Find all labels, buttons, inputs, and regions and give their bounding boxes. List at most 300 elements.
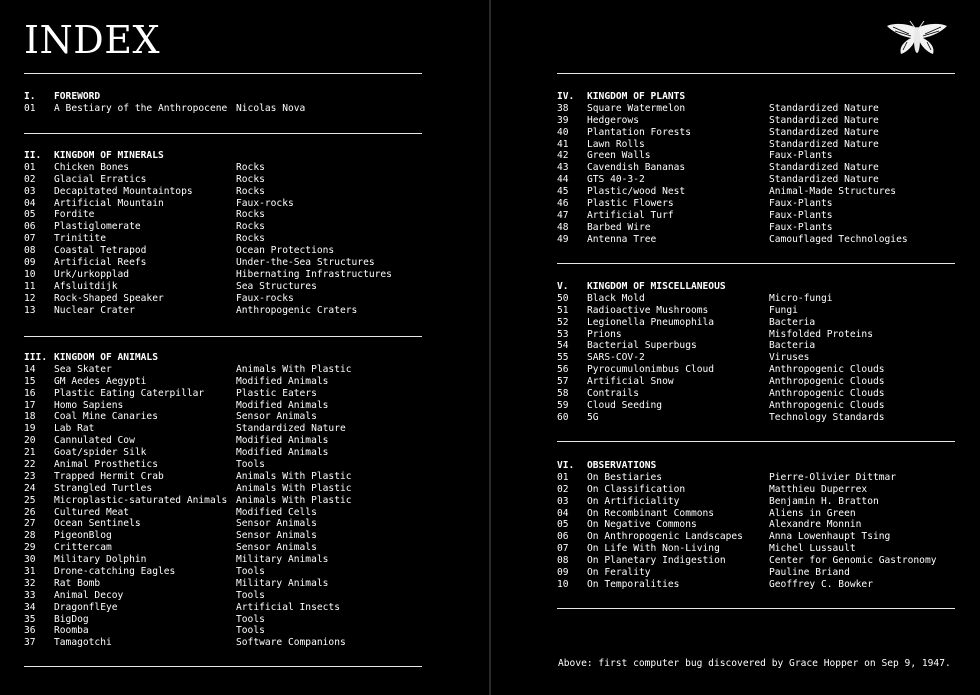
entry-name: Cannulated Cow (54, 435, 135, 447)
divider (557, 73, 955, 74)
entry-name: Urk/urkopplad (54, 268, 130, 280)
index-entry (557, 293, 977, 305)
entry-number: 35 (24, 613, 36, 625)
entry-number: 01 (24, 102, 36, 114)
entry-number: 05 (557, 519, 569, 531)
index-entry (557, 174, 977, 186)
index-entry (24, 245, 464, 257)
entry-name: Nuclear Crater (54, 304, 135, 316)
entry-number: 04 (557, 507, 569, 519)
entry-name: Bacterial Superbugs (587, 340, 697, 352)
entry-category: Anthropogenic Clouds (769, 399, 885, 411)
entry-name: PigeonBlog (54, 530, 112, 542)
entry-number: 18 (24, 411, 36, 423)
index-entry (24, 423, 464, 435)
entry-category: Animal-Made Structures (769, 186, 897, 198)
index-entry (24, 625, 464, 637)
entry-category: Tools (236, 566, 265, 578)
entry-number: 34 (24, 601, 36, 613)
index-entry (557, 531, 977, 543)
entry-category: Anthropogenic Clouds (769, 376, 885, 388)
entry-name: Trapped Hermit Crab (54, 470, 164, 482)
entry-name: Rock-Shaped Speaker (54, 292, 164, 304)
entry-number: 26 (24, 506, 36, 518)
index-entry (24, 602, 464, 614)
divider (24, 73, 422, 74)
entry-name: Drone-catching Eagles (54, 566, 176, 578)
entry-category: Alexandre Monnin (769, 519, 862, 531)
index-entry (24, 221, 464, 233)
index-entry (557, 186, 977, 198)
entry-number: 15 (24, 375, 36, 387)
index-entry (24, 162, 464, 174)
entry-number: 01 (557, 471, 569, 483)
section-heading (24, 352, 464, 364)
entry-category: Center for Genomic Gastronomy (769, 555, 937, 567)
entry-name: On Anthropogenic Landscapes (587, 531, 743, 543)
section-title: KINGDOM OF PLANTS (587, 91, 686, 102)
entry-category: Ocean Protections (236, 245, 335, 257)
entry-number: 17 (24, 399, 36, 411)
entry-category: Sensor Animals (236, 518, 317, 530)
entry-name: Homo Sapiens (54, 399, 124, 411)
entry-name: Crittercam (54, 542, 112, 554)
index-entry (557, 352, 977, 364)
entry-name: Pyrocumulonimbus Cloud (587, 364, 715, 376)
entry-name: Legionella Pneumophila (587, 316, 715, 328)
entry-category: Tools (236, 625, 265, 637)
entry-name: On Artificiality (587, 495, 680, 507)
entry-category: Standardized Nature (769, 126, 879, 138)
entry-number: 09 (24, 257, 36, 269)
index-entry (24, 281, 464, 293)
entry-category: Military Animals (236, 554, 329, 566)
divider (557, 263, 955, 264)
entry-name: Fordite (54, 209, 95, 221)
index-entry (557, 222, 977, 234)
entry-category: Modified Animals (236, 447, 329, 459)
entry-category: Standardized Nature (769, 162, 879, 174)
right-page (491, 0, 980, 695)
entry-number: 13 (24, 304, 36, 316)
index-entry (557, 127, 977, 139)
entry-number: 09 (557, 567, 569, 579)
index-entry (557, 484, 977, 496)
section-title: KINGDOM OF MISCELLANEOUS (587, 281, 726, 292)
entry-number: 41 (557, 138, 569, 150)
entry-name: Military Dolphin (54, 554, 147, 566)
entry-name: Strangled Turtles (54, 482, 153, 494)
entry-category: Standardized Nature (769, 114, 879, 126)
index-entry (557, 364, 977, 376)
index-entry (557, 412, 977, 424)
entry-name: Microplastic-saturated Animals (54, 494, 228, 506)
entry-category: Standardized Nature (769, 174, 879, 186)
entry-category: Tools (236, 613, 265, 625)
entry-name: Afsluitdijk (54, 280, 118, 292)
index-entry (557, 162, 977, 174)
entry-number: 49 (557, 233, 569, 245)
entry-category: Faux-rocks (236, 292, 294, 304)
entry-number: 19 (24, 423, 36, 435)
entry-category: Tools (236, 459, 265, 471)
entry-name: Artificial Mountain (54, 197, 164, 209)
entry-name: Cultured Meat (54, 506, 130, 518)
entry-name: Animal Decoy (54, 589, 124, 601)
entry-number: 53 (557, 328, 569, 340)
entry-category: Anthropogenic Clouds (769, 364, 885, 376)
entry-number: 55 (557, 352, 569, 364)
index-entry (557, 579, 977, 591)
entry-name: DragonflEye (54, 601, 118, 613)
entry-category: Sea Structures (236, 280, 317, 292)
index-entry (24, 364, 464, 376)
entry-name: Coal Mine Canaries (54, 411, 158, 423)
index-entry (24, 447, 464, 459)
entry-name: On Recombinant Commons (587, 507, 715, 519)
index-entry (24, 257, 464, 269)
entry-category: Sensor Animals (236, 530, 317, 542)
index-entry (24, 400, 464, 412)
index-entry (557, 496, 977, 508)
entry-name: Plantation Forests (587, 126, 691, 138)
index-entry (557, 150, 977, 162)
entry-category: Micro-fungi (769, 292, 833, 304)
entry-number: 31 (24, 566, 36, 578)
entry-name: GM Aedes Aegypti (54, 375, 147, 387)
entry-number: 40 (557, 126, 569, 138)
entry-number: 43 (557, 162, 569, 174)
entry-number: 14 (24, 363, 36, 375)
entry-name: On Planetary Indigestion (587, 555, 726, 567)
entry-category: Faux-Plants (769, 198, 833, 210)
entry-category: Aliens in Green (769, 507, 856, 519)
entry-category: Modified Animals (236, 375, 329, 387)
entry-name: Artificial Snow (587, 376, 674, 388)
index-entry (24, 459, 464, 471)
entry-name: Rat Bomb (54, 577, 101, 589)
section-title: FOREWORD (54, 91, 101, 102)
entry-number: 01 (24, 161, 36, 173)
entry-name: Goat/spider Silk (54, 447, 147, 459)
entry-category: Modified Cells (236, 506, 317, 518)
page-title: INDEX (24, 18, 161, 62)
entry-name: On Temporalities (587, 578, 680, 590)
caption: Above: first computer bug discovered by Grace Hopper on Sep 9, 1947. (558, 658, 951, 669)
entry-name: Lawn Rolls (587, 138, 645, 150)
entry-name: GTS 40-3-2 (587, 174, 645, 186)
index-entry (24, 495, 464, 507)
entry-name: Artificial Turf (587, 209, 674, 221)
entry-number: 04 (24, 197, 36, 209)
entry-category: Misfolded Proteins (769, 328, 873, 340)
divider (557, 441, 955, 442)
section-heading (24, 150, 464, 162)
entry-name: Ocean Sentinels (54, 518, 141, 530)
moth-icon (885, 20, 949, 60)
section-plants (557, 91, 977, 246)
section-title: OBSERVATIONS (587, 460, 657, 471)
index-entry (24, 542, 464, 554)
section-heading (24, 91, 444, 103)
entry-name: Antenna Tree (587, 233, 657, 245)
entry-name: Sea Skater (54, 363, 112, 375)
entry-category: Bacteria (769, 340, 816, 352)
entry-number: 08 (24, 245, 36, 257)
index-entry (557, 340, 977, 352)
entry-name: Contrails (587, 388, 639, 400)
index-entry (557, 210, 977, 222)
entry-number: 51 (557, 304, 569, 316)
entry-number: 21 (24, 447, 36, 459)
entry-category: Michel Lussault (769, 543, 856, 555)
divider (24, 133, 422, 134)
index-entry (24, 530, 464, 542)
entry-category: Sensor Animals (236, 411, 317, 423)
entry-name: Barbed Wire (587, 221, 651, 233)
entry-category: Animals With Plastic (236, 494, 352, 506)
index-entry (24, 411, 464, 423)
entry-category: Faux-Plants (769, 221, 833, 233)
index-entry (24, 507, 464, 519)
entry-name: Plastic/wood Nest (587, 186, 686, 198)
index-entry (557, 508, 977, 520)
section-miscellaneous (557, 281, 977, 424)
entry-category: Military Animals (236, 577, 329, 589)
entry-category: Tools (236, 589, 265, 601)
section-number: V. (557, 281, 569, 292)
entry-number: 08 (557, 555, 569, 567)
entry-number: 47 (557, 209, 569, 221)
entry-number: 59 (557, 399, 569, 411)
entry-number: 46 (557, 198, 569, 210)
entry-number: 23 (24, 470, 36, 482)
entry-name: Radioactive Mushrooms (587, 304, 709, 316)
entry-number: 06 (557, 531, 569, 543)
entry-name: Trinitite (54, 233, 106, 245)
index-entry (24, 174, 464, 186)
entry-category: Rocks (236, 209, 265, 221)
entry-number: 11 (24, 280, 36, 292)
entry-category: Fungi (769, 304, 798, 316)
section-number: II. (24, 150, 42, 161)
entry-number: 30 (24, 554, 36, 566)
entry-number: 02 (24, 173, 36, 185)
entry-number: 10 (24, 268, 36, 280)
index-entry (24, 554, 464, 566)
entry-category: Anthropogenic Clouds (769, 388, 885, 400)
index-entry (557, 317, 977, 329)
entry-name: Lab Rat (54, 423, 95, 435)
section-heading (557, 281, 977, 293)
divider (24, 336, 422, 337)
entry-name: Prions (587, 328, 622, 340)
index-entry (24, 305, 464, 317)
entry-category: Standardized Nature (236, 423, 346, 435)
entry-name: Decapitated Mountaintops (54, 185, 193, 197)
entry-number: 36 (24, 625, 36, 637)
index-entry (557, 472, 977, 484)
section-number: I. (24, 91, 36, 102)
section-number: III. (24, 352, 48, 363)
entry-number: 32 (24, 577, 36, 589)
entry-number: 03 (557, 495, 569, 507)
entry-number: 03 (24, 185, 36, 197)
entry-number: 52 (557, 316, 569, 328)
divider (557, 608, 955, 609)
entry-number: 56 (557, 364, 569, 376)
section-title: KINGDOM OF MINERALS (54, 150, 164, 161)
entry-name: A Bestiary of the Anthropocene (54, 102, 228, 114)
entry-category: Under-the-Sea Structures (236, 257, 375, 269)
entry-number: 07 (24, 233, 36, 245)
entry-name: On Negative Commons (587, 519, 697, 531)
entry-category: Hibernating Infrastructures (236, 268, 392, 280)
entry-number: 44 (557, 174, 569, 186)
index-entry (24, 209, 464, 221)
entry-category: Pierre-Olivier Dittmar (769, 471, 897, 483)
entry-category: Bacteria (769, 316, 816, 328)
index-entry (24, 186, 464, 198)
divider (24, 666, 422, 667)
entry-number: 58 (557, 388, 569, 400)
entry-number: 29 (24, 542, 36, 554)
entry-number: 24 (24, 482, 36, 494)
section-observations (557, 460, 977, 591)
entry-name: Black Mold (587, 292, 645, 304)
entry-category: Animals With Plastic (236, 470, 352, 482)
entry-category: Rocks (236, 173, 265, 185)
entry-name: Glacial Erratics (54, 173, 147, 185)
entry-category: Anthropogenic Craters (236, 304, 358, 316)
entry-name: Green Walls (587, 150, 651, 162)
entry-category: Rocks (236, 161, 265, 173)
entry-name: 5G (587, 411, 599, 423)
entry-number: 20 (24, 435, 36, 447)
entry-category: Standardized Nature (769, 102, 879, 114)
entry-name: Coastal Tetrapod (54, 245, 147, 257)
entry-number: 60 (557, 411, 569, 423)
entry-number: 54 (557, 340, 569, 352)
entry-number: 38 (557, 102, 569, 114)
entry-category: Technology Standards (769, 411, 885, 423)
section-heading (557, 91, 977, 103)
index-entry (24, 566, 464, 578)
index-entry (557, 519, 977, 531)
index-entry (557, 329, 977, 341)
entry-number: 25 (24, 494, 36, 506)
entry-name: Animal Prosthetics (54, 459, 158, 471)
index-entry (24, 103, 444, 115)
entry-name: Chicken Bones (54, 161, 130, 173)
index-entry (24, 269, 464, 281)
index-entry (24, 376, 464, 388)
entry-category: Rocks (236, 221, 265, 233)
entry-category: Sensor Animals (236, 542, 317, 554)
entry-category: Artificial Insects (236, 601, 340, 613)
index-entry (557, 567, 977, 579)
entry-number: 12 (24, 292, 36, 304)
entry-category: Animals With Plastic (236, 482, 352, 494)
index-entry (24, 198, 464, 210)
entry-name: Plastic Flowers (587, 198, 674, 210)
index-entry (557, 555, 977, 567)
entry-name: On Classification (587, 483, 686, 495)
entry-name: On Bestiaries (587, 471, 663, 483)
index-entry (557, 388, 977, 400)
entry-number: 37 (24, 637, 36, 649)
section-heading (557, 460, 977, 472)
index-entry (24, 518, 464, 530)
index-entry (557, 376, 977, 388)
entry-name: Hedgerows (587, 114, 639, 126)
entry-category: Faux-Plants (769, 150, 833, 162)
entry-name: On Life With Non-Living (587, 543, 720, 555)
index-entry (24, 233, 464, 245)
entry-name: Artificial Reefs (54, 257, 147, 269)
entry-category: Rocks (236, 233, 265, 245)
entry-category: Geoffrey C. Bowker (769, 578, 873, 590)
entry-number: 28 (24, 530, 36, 542)
index-entry (24, 293, 464, 305)
entry-number: 45 (557, 186, 569, 198)
entry-number: 50 (557, 292, 569, 304)
entry-number: 02 (557, 483, 569, 495)
entry-category: Software Companions (236, 637, 346, 649)
entry-number: 27 (24, 518, 36, 530)
index-entry (24, 590, 464, 602)
entry-category: Faux-Plants (769, 209, 833, 221)
index-entry (24, 388, 464, 400)
entry-name: Cavendish Bananas (587, 162, 686, 174)
index-entry (557, 305, 977, 317)
index-entry (24, 483, 464, 495)
entry-category: Plastic Eaters (236, 387, 317, 399)
entry-category: Anna Lowenhaupt Tsing (769, 531, 891, 543)
entry-name: Plastiglomerate (54, 221, 141, 233)
entry-category: Viruses (769, 352, 810, 364)
index-entry (24, 637, 464, 649)
entry-name: Plastic Eating Caterpillar (54, 387, 205, 399)
entry-name: Cloud Seeding (587, 399, 663, 411)
index-entry (557, 103, 977, 115)
entry-category: Benjamin H. Bratton (769, 495, 879, 507)
entry-number: 33 (24, 589, 36, 601)
index-entry (24, 614, 464, 626)
index-entry (24, 578, 464, 590)
entry-category: Standardized Nature (769, 138, 879, 150)
entry-number: 10 (557, 578, 569, 590)
entry-number: 16 (24, 387, 36, 399)
section-number: IV. (557, 91, 575, 102)
entry-name: Roomba (54, 625, 89, 637)
entry-number: 06 (24, 221, 36, 233)
entry-number: 05 (24, 209, 36, 221)
index-entry (557, 115, 977, 127)
index-entry (557, 139, 977, 151)
entry-name: On Ferality (587, 567, 651, 579)
entry-number: 57 (557, 376, 569, 388)
entry-category: Modified Animals (236, 399, 329, 411)
entry-category: Modified Animals (236, 435, 329, 447)
entry-number: 22 (24, 459, 36, 471)
index-entry (557, 234, 977, 246)
entry-category: Camouflaged Technologies (769, 233, 908, 245)
section-minerals (24, 150, 464, 316)
section-title: KINGDOM OF ANIMALS (54, 352, 158, 363)
entry-name: Tamagotchi (54, 637, 112, 649)
entry-category: Pauline Briand (769, 567, 850, 579)
